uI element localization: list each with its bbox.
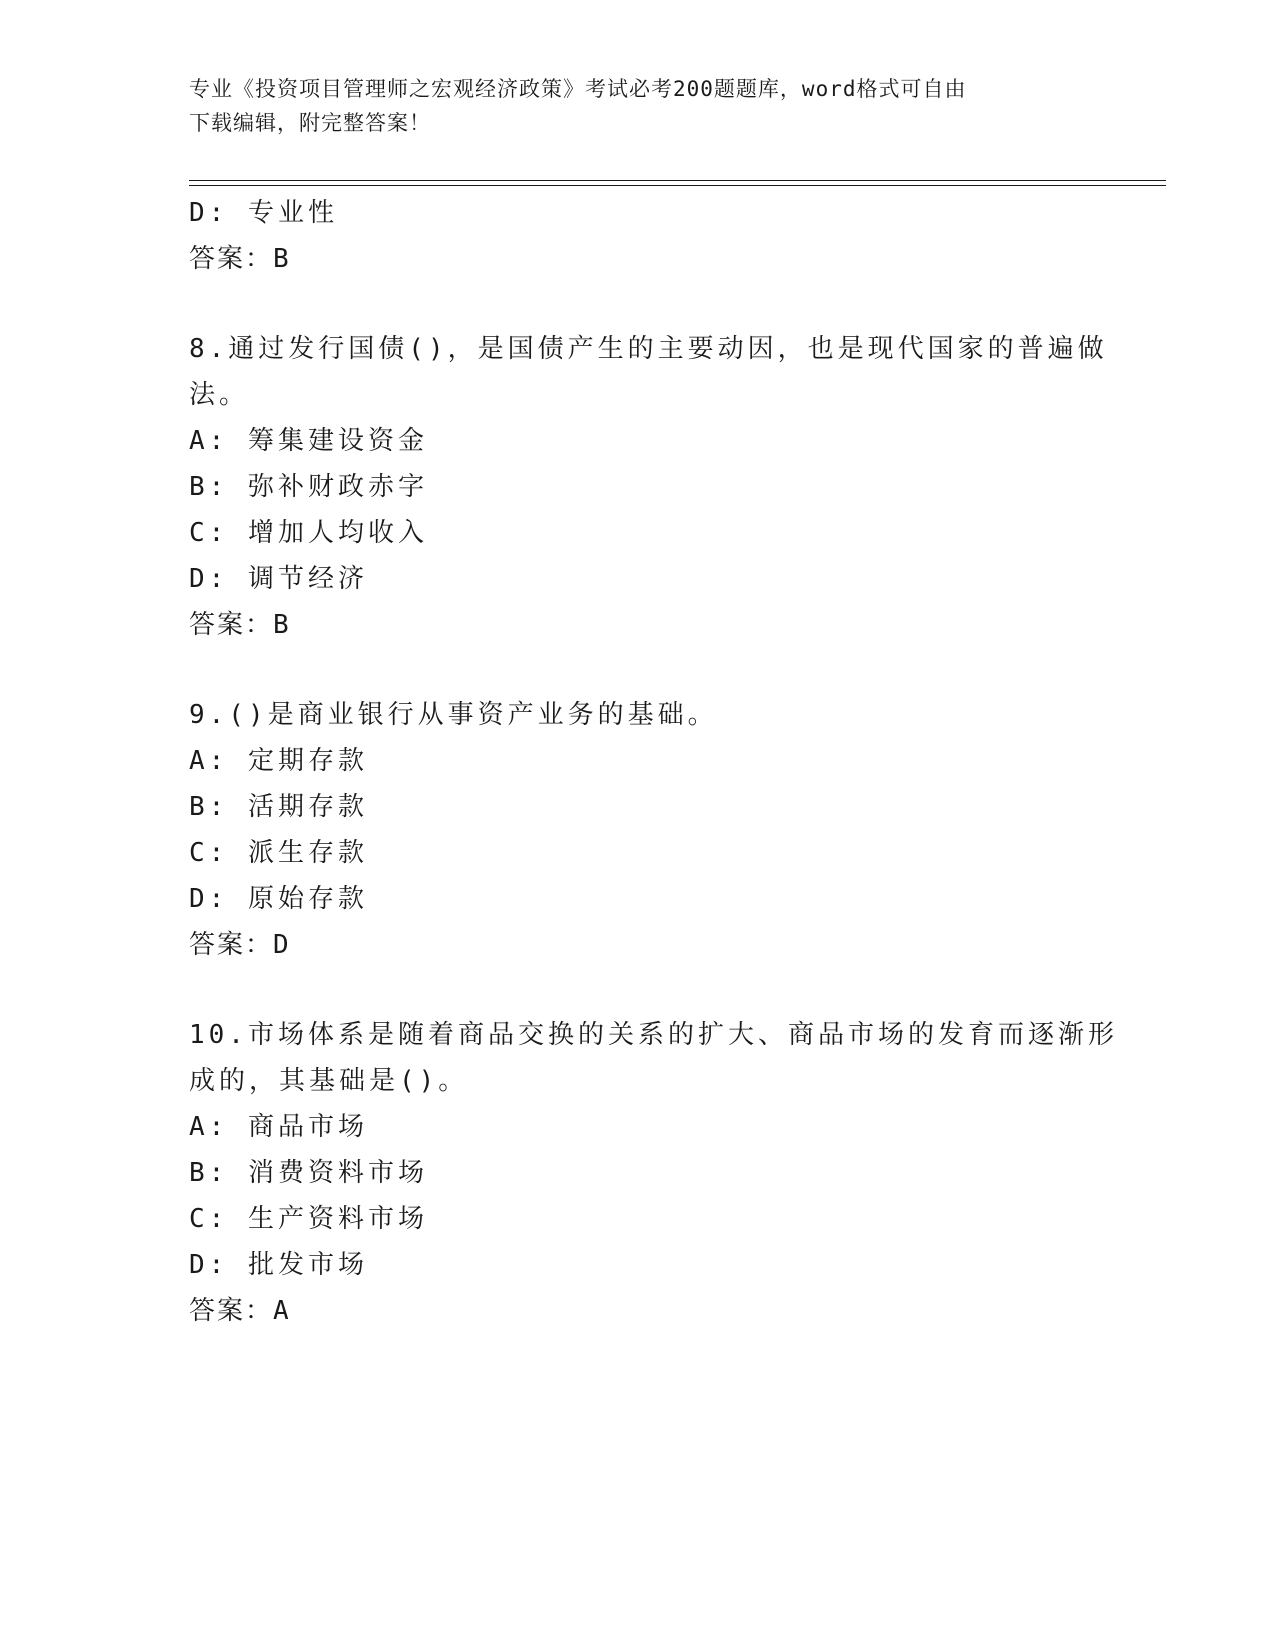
document-header [189, 72, 1089, 140]
question-stem-line-1: 10.市场体系是随着商品交换的关系的扩大、商品市场的发育而逐渐形 [189, 1020, 1118, 1050]
option-c: C: 派生存款 [189, 838, 368, 868]
option-c: C: 增加人均收入 [189, 518, 428, 548]
option-a: A: 商品市场 [189, 1112, 368, 1142]
question-stem-line-1: 9.()是商业银行从事资产业务的基础。 [189, 700, 718, 730]
header-line-1: 专业《投资项目管理师之宏观经济政策》考试必考200题题库，word格式可自由 [189, 77, 967, 101]
continued-answer: 答案：B [189, 244, 291, 274]
option-d: D: 原始存款 [189, 884, 368, 914]
option-b: B: 消费资料市场 [189, 1158, 428, 1188]
answer: 答案：B [189, 610, 291, 640]
answer: 答案：A [189, 1296, 291, 1326]
header-line-2: 下载编辑，附完整答案！ [189, 111, 431, 135]
continued-option-d: D: 专业性 [189, 198, 338, 228]
header-divider [189, 180, 1166, 186]
question-8 [189, 326, 1108, 648]
option-b: B: 活期存款 [189, 792, 368, 822]
question-stem-line-2: 成的，其基础是()。 [189, 1066, 469, 1096]
question-list [189, 190, 1118, 1334]
spacer [189, 968, 1089, 1012]
question-10 [189, 1012, 1118, 1334]
option-a: A: 筹集建设资金 [189, 426, 428, 456]
spacer [189, 282, 1089, 326]
option-b: B: 弥补财政赤字 [189, 472, 428, 502]
spacer [189, 648, 1089, 692]
question-stem-line-1: 8.通过发行国债()，是国债产生的主要动因，也是现代国家的普遍做 [189, 334, 1108, 364]
option-a: A: 定期存款 [189, 746, 368, 776]
option-d: D: 批发市场 [189, 1250, 368, 1280]
option-d: D: 调节经济 [189, 564, 368, 594]
question-stem-line-2: 法。 [189, 380, 250, 410]
answer: 答案：D [189, 930, 291, 960]
option-c: C: 生产资料市场 [189, 1204, 428, 1234]
question-9 [189, 692, 1089, 968]
